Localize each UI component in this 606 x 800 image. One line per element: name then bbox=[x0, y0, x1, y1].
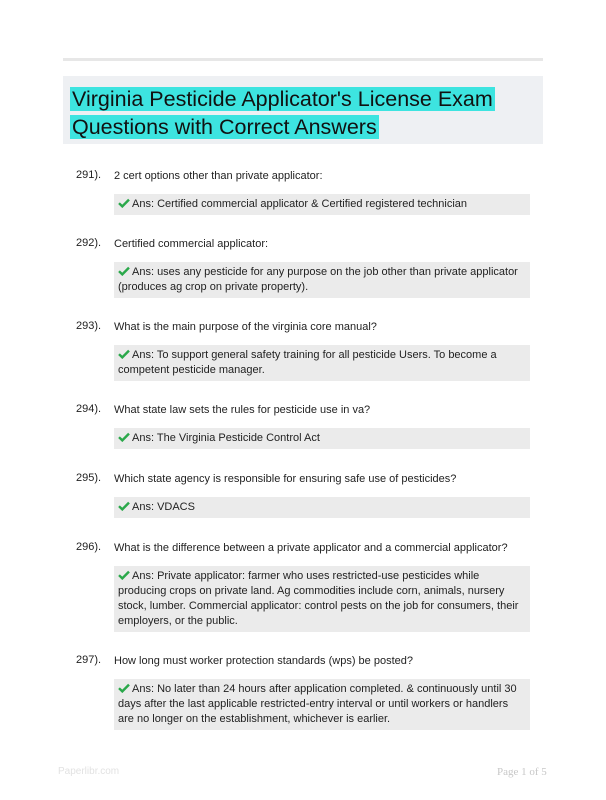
answer-text: Ans: No later than 24 hours after application completed. & continuously until 30 days after the last applicable restricted-entry interval or until workers or handlers are no longer on the establishment, whichever is earlier. bbox=[118, 683, 517, 725]
answer-text: Ans: uses any pesticide for any purpose on the job other than private applicator (produces ag crop on private property). bbox=[118, 266, 518, 293]
question-text: Certified commercial applicator: bbox=[114, 238, 269, 250]
answer-text: Ans: VDACS bbox=[132, 501, 195, 513]
check-icon bbox=[118, 570, 130, 580]
answer-box bbox=[114, 497, 530, 518]
answer-text: Ans: To support general safety training for all pesticide Users. To become a competent pesticide manager. bbox=[118, 349, 497, 376]
check-icon bbox=[118, 501, 130, 511]
answer-box bbox=[114, 262, 530, 298]
footer-page-number: Page 1 of 5 bbox=[497, 766, 547, 778]
page-title: Virginia Pesticide Applicator's License Exam Questions with Correct Answers bbox=[72, 87, 493, 139]
top-divider bbox=[63, 58, 543, 61]
question-number: 291). bbox=[76, 169, 102, 181]
question-text: Which state agency is responsible for ensuring safe use of pesticides? bbox=[114, 473, 457, 485]
answer-box bbox=[114, 345, 530, 381]
question-text: What is the main purpose of the virginia core manual? bbox=[114, 321, 377, 333]
question-number: 295). bbox=[76, 472, 102, 484]
question-number: 293). bbox=[76, 320, 102, 332]
check-icon bbox=[118, 266, 130, 276]
answer-text: Ans: Certified commercial applicator & Certified registered technician bbox=[132, 198, 468, 210]
answer-text: Ans: The Virginia Pesticide Control Act bbox=[132, 432, 320, 444]
answer-box bbox=[114, 566, 530, 632]
question-number: 296). bbox=[76, 541, 102, 553]
question-number: 297). bbox=[76, 654, 102, 666]
answer-box bbox=[114, 194, 530, 215]
question-text: What state law sets the rules for pesticide use in va? bbox=[114, 404, 371, 416]
answer-text: Ans: Private applicator: farmer who uses restricted-use pesticides while producing crops on private land. Ag commodities include corn, animals, nursery stock, lumber. Commercial applicator: control pests on the job for consumers, their employers, or the public. bbox=[118, 570, 519, 627]
question-text: How long must worker protection standards (wps) be posted? bbox=[114, 655, 413, 667]
check-icon bbox=[118, 198, 130, 208]
question-text: What is the difference between a private applicator and a commercial applicator? bbox=[114, 542, 508, 554]
question-text: 2 cert options other than private applicator: bbox=[114, 170, 323, 182]
question-number: 292). bbox=[76, 237, 102, 249]
answer-box bbox=[114, 679, 530, 730]
check-icon bbox=[118, 432, 130, 442]
footer-site: Paperlibr.com bbox=[58, 766, 120, 777]
check-icon bbox=[118, 349, 130, 359]
check-icon bbox=[118, 683, 130, 693]
question-number: 294). bbox=[76, 403, 102, 415]
answer-box bbox=[114, 428, 530, 449]
